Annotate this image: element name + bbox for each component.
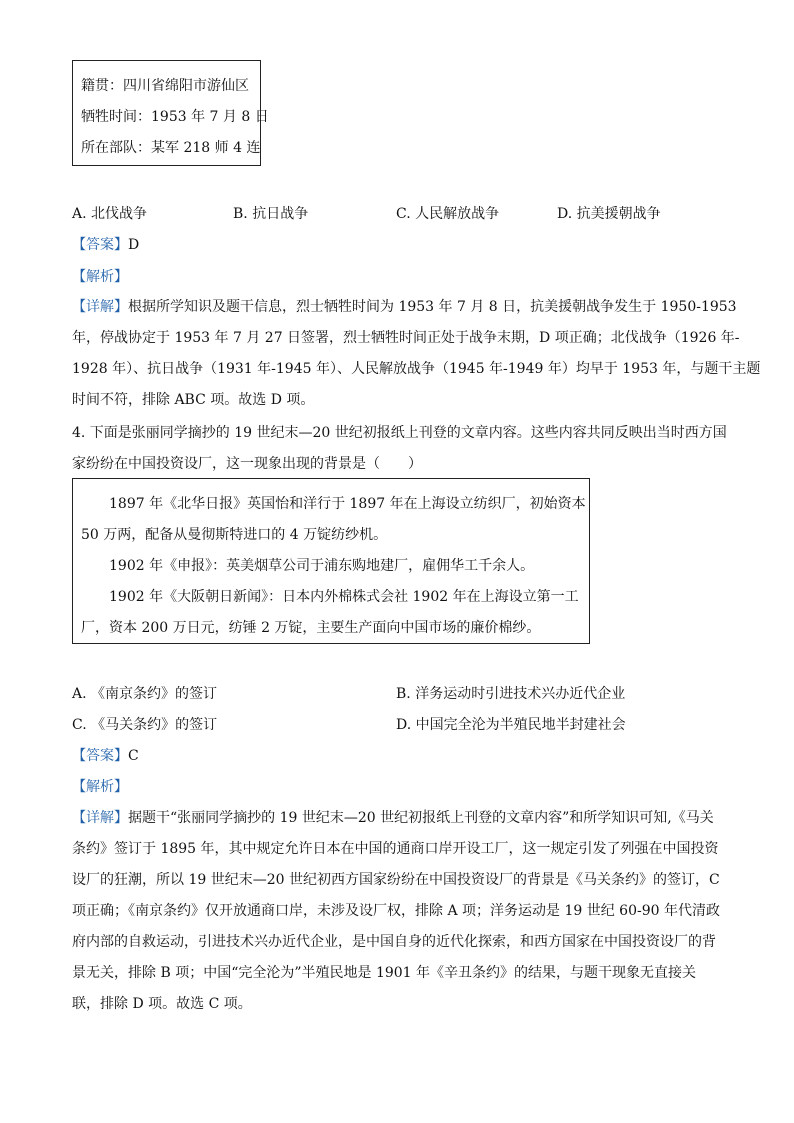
detail-line: 时间不符，排除 ABC 项。故选 D 项。	[72, 392, 315, 408]
option-a: A. 北伐战争	[72, 206, 148, 222]
detail-line: 条约》签订于 1895 年，其中规定允许日本在中国的通商口岸开设工厂，这一规定引发了列强在中国投资	[72, 841, 719, 857]
detail-line: 年，停战协定于 1953 年 7 月 27 日签署，烈士牺牲时间正处于战争末期，D 项正确；北伐战争（1926 年-	[72, 330, 740, 346]
detail-line: 项正确；《南京条约》仅开放通商口岸，未涉及设厂权，排除 A 项；洋务运动是 19 世纪 60-90 年代清政	[72, 903, 720, 919]
box-line: 1902 年《申报》：英美烟草公司于浦东购地建厂，雇佣华工千余人。	[109, 558, 535, 574]
detail-line: 联，排除 D 项。故选 C 项。	[72, 996, 252, 1012]
answer-line	[72, 745, 139, 765]
detail-paragraph	[72, 803, 722, 1020]
box-line: 籍贯：四川省绵阳市游仙区	[81, 78, 249, 94]
detail-tag: 【详解】	[72, 299, 128, 315]
option-d: D. 抗美援朝战争	[557, 206, 661, 222]
analysis-tag: 【解析】	[72, 779, 128, 795]
detail-line: 根据所学知识及题干信息，烈士牺牲时间为 1953 年 7 月 8 日，抗美援朝战争发生于 1950-1953	[128, 299, 737, 315]
box-line: 所在部队：某军 218 师 4 连	[81, 140, 261, 156]
answer-tag: 【答案】	[72, 748, 128, 764]
box-line: 1897 年《北华日报》英国怡和洋行于 1897 年在上海设立纺织厂，初始资本	[109, 496, 586, 512]
answer-line	[72, 234, 139, 254]
question-stem	[72, 418, 727, 480]
newspaper-excerpts-box	[72, 478, 590, 644]
option-b: B. 抗日战争	[233, 206, 309, 222]
detail-line: 景无关，排除 B 项；中国“完全沦为”半殖民地是 1901 年《辛丑条约》的结果，与题干现象无直接关	[72, 965, 697, 981]
detail-line: 据题干“张丽同学摘抄的 19 世纪末—20 世纪初报纸上刊登的文章内容”和所学知识可知,《马关	[128, 810, 714, 826]
answer-value: D	[128, 237, 140, 253]
stem-line: 4. 下面是张丽同学摘抄的 19 世纪末—20 世纪初报纸上刊登的文章内容。这些内容共同反映出当时西方国	[72, 425, 727, 441]
detail-tag: 【详解】	[72, 810, 128, 826]
option-c: C. 人民解放战争	[396, 206, 500, 222]
box-line: 1902 年《大阪朝日新闻》：日本内外棉株式会社 1902 年在上海设立第一工	[109, 589, 579, 605]
option-a: A. 《南京条约》的签订	[72, 686, 218, 702]
analysis-tag: 【解析】	[72, 269, 128, 285]
answer-tag: 【答案】	[72, 237, 128, 253]
detail-line: 设厂的狂潮，所以 19 世纪末—20 世纪初西方国家纷纷在中国投资设厂的背景是《马关条约》的签订，C	[72, 872, 720, 888]
box-line: 牺牲时间：1953 年 7 月 8 日	[81, 109, 269, 125]
martyr-info-box	[72, 60, 269, 166]
box-line: 厂，资本 200 万日元，纺锤 2 万锭，主要生产面向中国市场的廉价棉纱。	[81, 620, 541, 636]
detail-line: 府内部的自救运动，引进技术兴办近代企业，是中国自身的近代化探索，和西方国家在中国投资设厂的背	[72, 934, 716, 950]
option-b: B. 洋务运动时引进技术兴办近代企业	[396, 686, 626, 702]
option-d: D. 中国完全沦为半殖民地半封建社会	[396, 717, 626, 733]
box-line: 50 万两，配备从曼彻斯特进口的 4 万锭纺纱机。	[81, 527, 388, 543]
detail-paragraph	[72, 292, 761, 416]
option-c: C. 《马关条约》的签订	[72, 717, 218, 733]
detail-line: 1928 年）、抗日战争（1931 年-1945 年）、人民解放战争（1945 年-1949 年）均早于 1953 年，与题干主题	[72, 361, 761, 377]
stem-line: 家纷纷在中国投资设厂，这一现象出现的背景是（ ）	[72, 456, 422, 472]
answer-value: C	[128, 748, 139, 764]
